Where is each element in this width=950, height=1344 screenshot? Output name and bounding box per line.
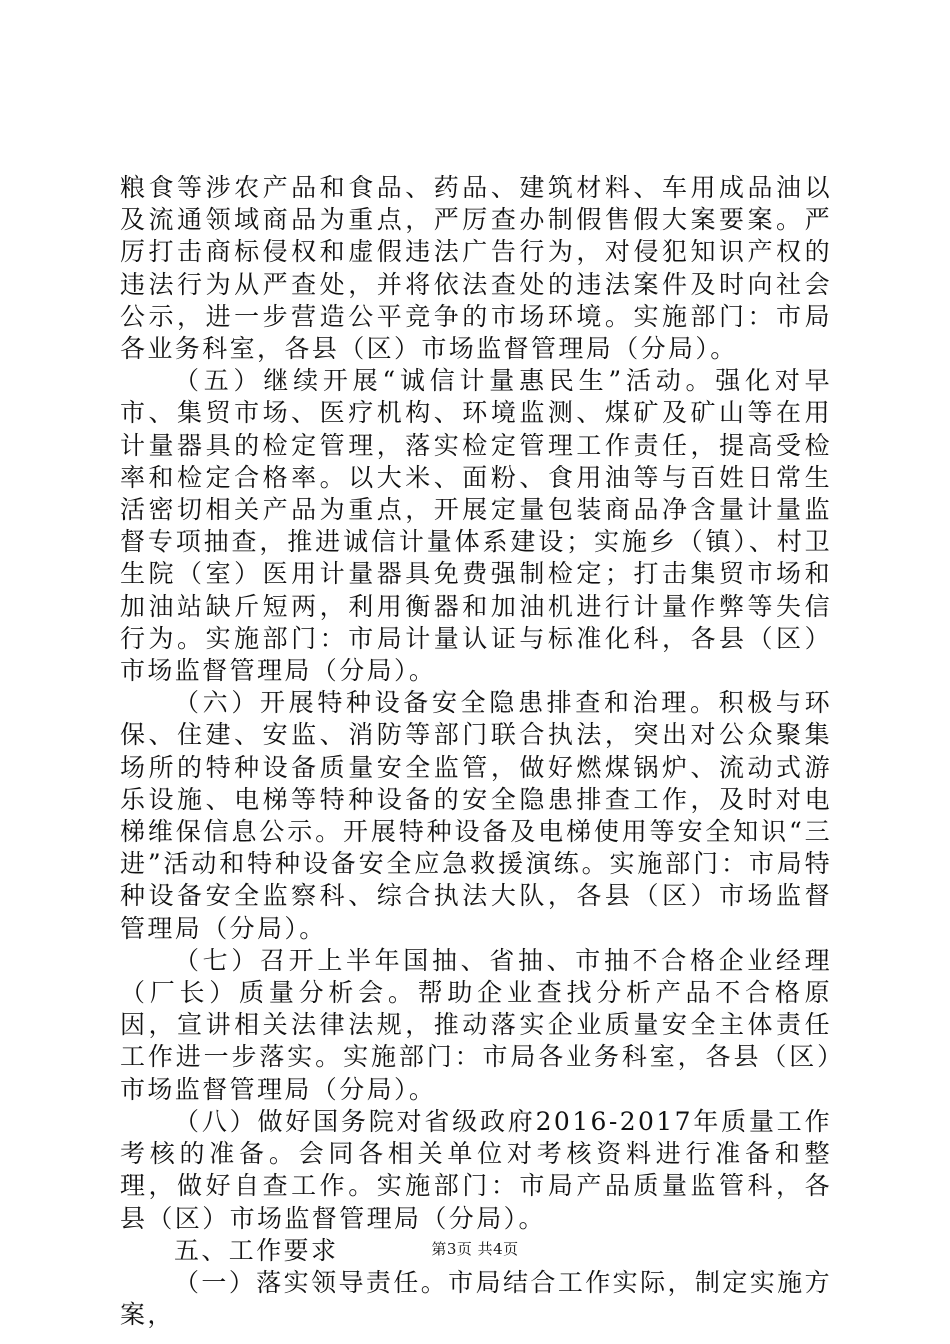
section-heading-work-requirements: 五、工作要求 [174, 1235, 339, 1265]
paragraph-item-7: （七）召开上半年国抽、省抽、市抽不合格企业经理（厂长）质量分析会。帮助企业查找分析产品不合格原因，宣讲相关法律法规，推动落实企业质量安全主体责任工作进一步落实。实施部门：市局各业务科室，各县（区）市场监督管理局（分局）。 [120, 945, 832, 1104]
paragraph-item-6: （六）开展特种设备安全隐患排查和治理。积极与环保、住建、安监、消防等部门联合执法，突出对公众聚集场所的特种设备质量安全监管，做好燃煤锅炉、流动式游乐设施、电梯等特种设备的安全隐患排查工作，及时对电梯维保信息公示。开展特种设备及电梯使用等安全知识“三进”活动和特种设备安全应急救援演练。实施部门：市局特种设备安全监察科、综合执法大队，各县（区）市场监督管理局（分局）。 [120, 688, 832, 943]
document-body [120, 172, 832, 1331]
paragraph-requirement-1: （一）落实领导责任。市局结合工作实际，制定实施方案， [120, 1267, 832, 1330]
paragraph-item-5: （五）继续开展“诚信计量惠民生”活动。强化对早市、集贸市场、医疗机构、环境监测、煤矿及矿山等在用计量器具的检定管理，落实检定管理工作责任，提高受检率和检定合格率。以大米、面粉、食用油等与百姓日常生活密切相关产品为重点，开展定量包装商品净含量计量监督专项抽查，推进诚信计量体系建设；实施乡（镇）、村卫生院（室）医用计量器具免费强制检定；打击集贸市场和加油站缺斤短两，利用衡器和加油机进行计量作弊等失信行为。实施部门：市局计量认证与标准化科，各县（区）市场监督管理局（分局）。 [120, 366, 832, 686]
paragraph-continuation: 粮食等涉农产品和食品、药品、建筑材料、车用成品油以及流通领域商品为重点，严厉查办制假售假大案要案。严厉打击商标侵权和虚假违法广告行为，对侵犯知识产权的违法行为从严查处，并将依法查处的违法案件及时向社会公示，进一步营造公平竞争的市场环境。实施部门：市局各业务科室，各县（区）市场监督管理局（分局）。 [120, 173, 832, 364]
page-footer: 第3页 共4页 [431, 1240, 519, 1258]
paragraph-item-8: （八）做好国务院对省级政府2016-2017年质量工作考核的准备。会同各相关单位对考核资料进行准备和整理，做好自查工作。实施部门：市局产品质量监管科，各县（区）市场监督管理局（分局）。 [120, 1106, 832, 1233]
